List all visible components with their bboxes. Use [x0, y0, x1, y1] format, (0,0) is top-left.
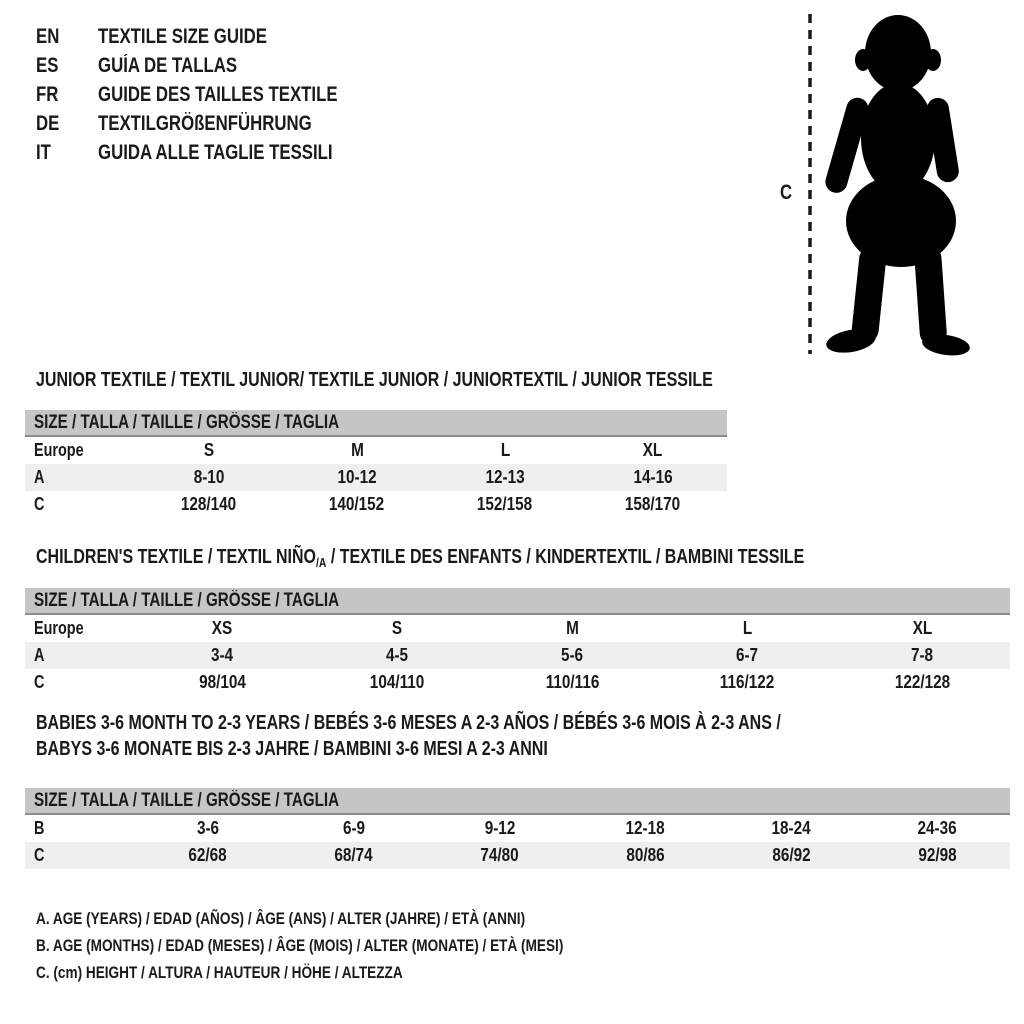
legend-row-a: A. AGE (YEARS) / EDAD (AÑOS) / ÂGE (ANS) / ALTER (JAHRE) / ETÀ (ANNI): [36, 908, 526, 928]
language-title: TEXTILE SIZE GUIDE: [98, 24, 267, 48]
title-subscript: /A: [315, 555, 327, 570]
language-title: GUIDA ALLE TAGLIE TESSILI: [98, 140, 333, 164]
size-header-bar: SIZE / TALLA / TAILLE / GRÖSSE / TAGLIA: [25, 588, 1010, 615]
legend: [36, 905, 695, 986]
junior-size-table: [25, 410, 727, 518]
language-title: TEXTILGRÖßENFÜHRUNG: [98, 111, 312, 135]
silhouette-leg-left: [850, 245, 887, 344]
language-code: ES: [36, 53, 59, 77]
row-label: C: [34, 494, 45, 514]
row-label: Europe: [34, 440, 84, 460]
children-section-title: CHILDREN'S TEXTILE / TEXTIL $NIÑO_{/A}$ / TEXTILE DES ENFANTS / KINDERTEXTIL / BAMBINI TESSILE: [36, 546, 805, 570]
silhouette-leg-right: [914, 245, 948, 347]
row-label: A: [34, 645, 45, 665]
language-code: DE: [36, 111, 60, 135]
row-label: A: [34, 467, 45, 487]
language-row-en: [36, 22, 397, 51]
table-row-height: C 128/140 140/152 152/158 158/170: [34, 494, 681, 514]
silhouette-head: [865, 15, 931, 91]
size-header-bar: SIZE / TALLA / TAILLE / GRÖSSE / TAGLIA: [25, 410, 727, 437]
legend-row-c: C. (cm) HEIGHT / ALTURA / HAUTEUR / HÖHE / ALTEZZA: [36, 962, 403, 982]
table-row-age: A 3-4 4-5 5-6 6-7 7-8: [25, 642, 1010, 669]
language-title: GUIDE DES TAILLES TEXTILE: [98, 82, 338, 106]
silhouette-ear-right: [925, 49, 941, 71]
silhouette-ear-left: [855, 49, 871, 71]
toddler-silhouette: [823, 15, 971, 358]
language-title-list: [36, 22, 397, 167]
language-code: IT: [36, 140, 51, 164]
row-label: C: [34, 672, 45, 692]
row-label: Europe: [34, 618, 84, 638]
table-row-height: C 98/104 104/110 110/116 116/122 122/128: [34, 672, 951, 692]
language-code: FR: [36, 82, 59, 106]
toddler-silhouette-figure: [798, 8, 978, 358]
legend-row-b: B. AGE (MONTHS) / EDAD (MESES) / ÂGE (MOIS) / ALTER (MONATE) / ETÀ (MESI): [36, 935, 564, 955]
figure-height-label: C: [780, 181, 793, 204]
row-label: B: [34, 818, 45, 838]
babies-size-table: [25, 788, 1010, 869]
table-row-europe: Europe S M L XL: [34, 440, 663, 460]
table-row-age: A 8-10 10-12 12-13 14-16: [25, 464, 727, 491]
babies-section-title: BABIES 3-6 MONTH TO 2-3 YEARS / BEBÉS 3-6 MESES A 2-3 AÑOS / BÉBÉS 3-6 MOIS À 2-3 ANS / BABYS 3-6 MONATE BIS 2-3 JAHRE / BAMBINI 3-6 MESI A 2-3 ANNI: [36, 712, 781, 760]
junior-section-title: JUNIOR TEXTILE / TEXTIL JUNIOR/ TEXTILE JUNIOR / JUNIORTEXTIL / JUNIOR TESSILE: [36, 369, 713, 391]
language-row-it: [36, 138, 397, 167]
children-size-table: [25, 588, 1010, 696]
language-code: EN: [36, 24, 60, 48]
language-row-es: [36, 51, 397, 80]
language-title: GUÍA DE TALLAS: [98, 53, 238, 77]
table-row-height: C 62/68 68/74 74/80 80/86 86/92 92/98: [25, 842, 1010, 869]
table-row-europe: Europe XS S M L XL: [34, 618, 933, 638]
language-row-de: [36, 109, 397, 138]
table-row-age-months: B 3-6 6-9 9-12 12-18 18-24 24-36: [34, 818, 957, 838]
row-label: C: [34, 845, 45, 865]
size-header-bar: SIZE / TALLA / TAILLE / GRÖSSE / TAGLIA: [25, 788, 1010, 815]
language-row-fr: [36, 80, 397, 109]
